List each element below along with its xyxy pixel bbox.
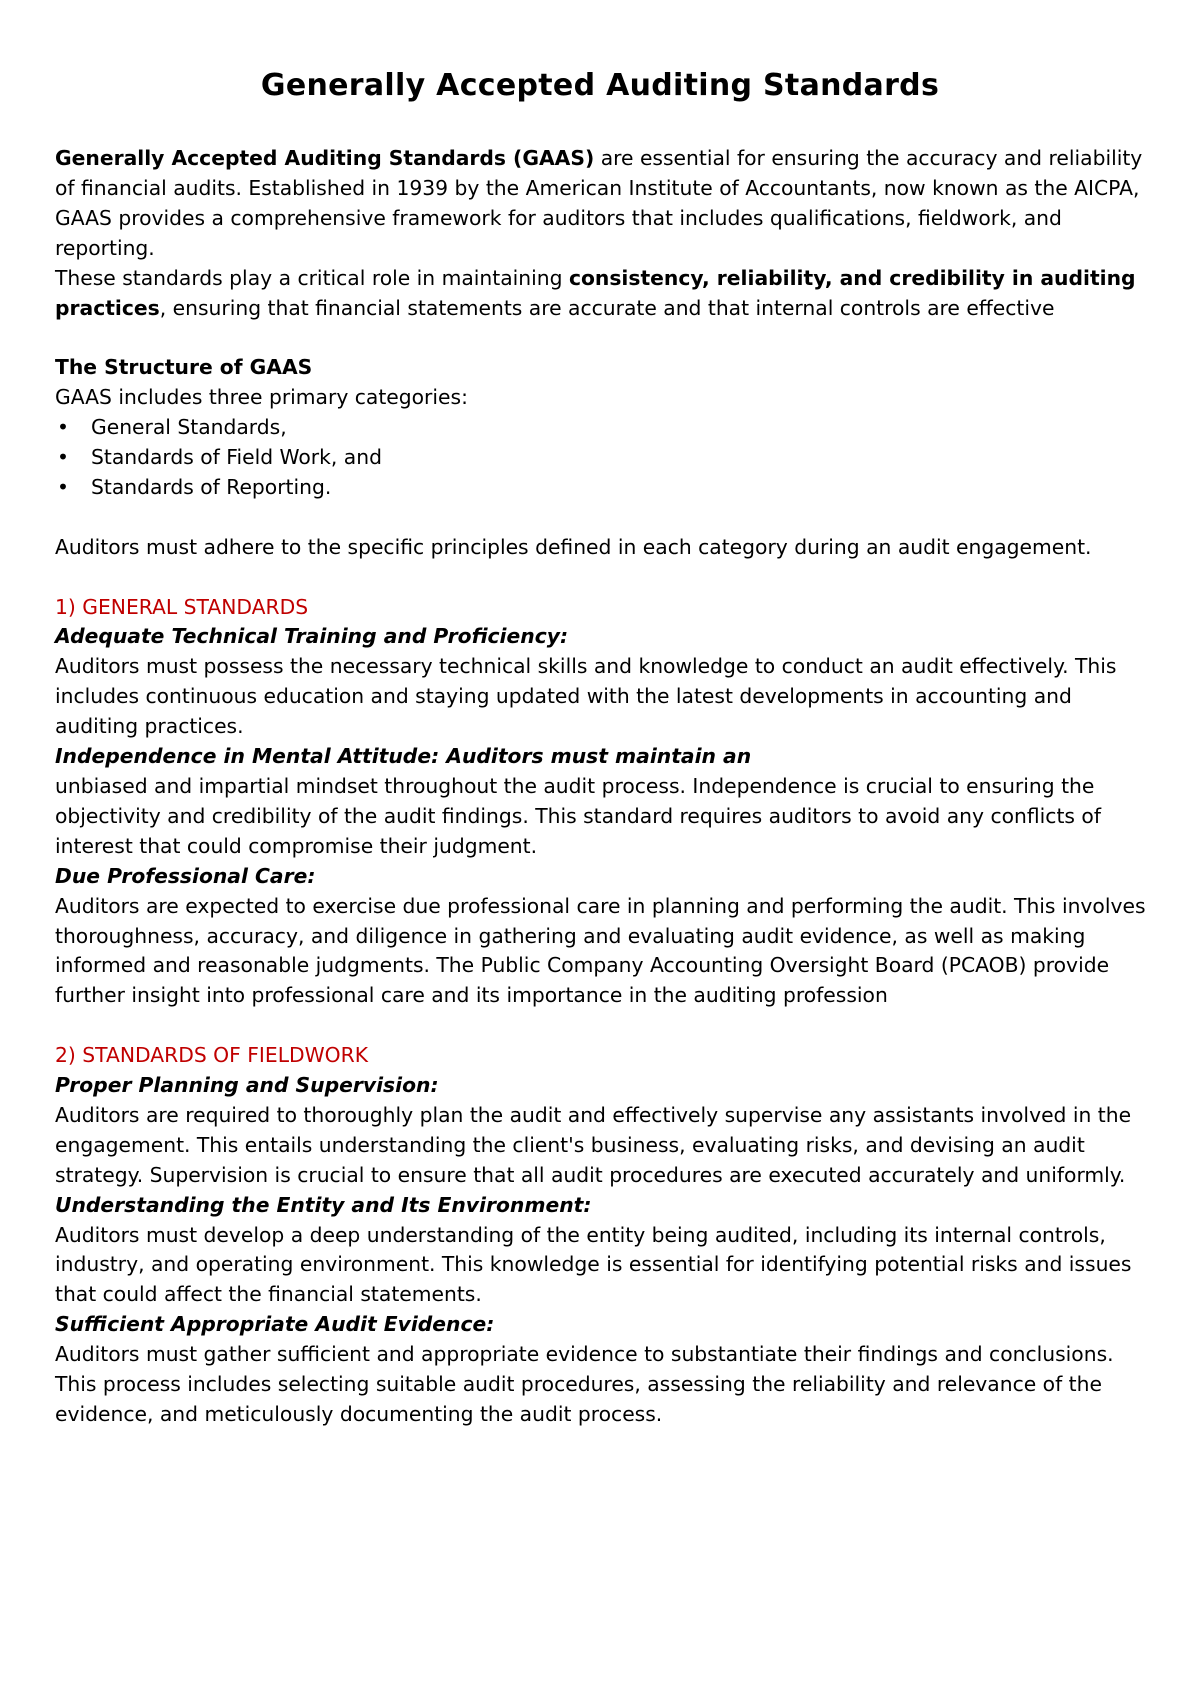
bullet-icon: •	[57, 445, 69, 470]
intro-p2-end: , ensuring that financial statements are accurate and that internal controls are effective	[159, 295, 1055, 320]
list-item-label: General Standards,	[91, 415, 287, 440]
list-item	[55, 443, 1155, 473]
list-item-label: Standards of Reporting.	[91, 474, 332, 499]
general-standards-heading: 1) GENERAL STANDARDS	[55, 594, 309, 619]
general-subheading-2: Independence in Mental Attitude: Auditors must maintain an	[55, 744, 752, 769]
intro-lead-rest: are essential for ensuring the accuracy and reliability of financial audits. Established in 1939 by the American Institute of Accountants, now known as the AICPA, GAAS provides a comprehensive framework for auditors that includes qualifications, fieldwork, and reporting.	[55, 146, 1143, 260]
list-item-label: Standards of Field Work, and	[91, 445, 382, 470]
fieldwork-text-3: Auditors must gather sufficient and appropriate evidence to substantiate their findings and conclusions. This process includes selecting suitable audit procedures, assessing the reliability and relevance of the evidence, and meticulously documenting the audit process.	[55, 1342, 1114, 1426]
list-item	[55, 413, 1155, 443]
general-subheading-1: Adequate Technical Training and Proficiency:	[55, 624, 569, 649]
intro-paragraph	[55, 144, 1155, 264]
spacer	[55, 563, 1155, 593]
intro-p2-bold: consistency, reliability, and credibility in auditing practices	[55, 265, 1136, 320]
general-subheading-3: Due Professional Care:	[55, 863, 316, 888]
document-body	[55, 144, 1155, 1430]
fieldwork-subheading-3: Sufficient Appropriate Audit Evidence:	[55, 1312, 495, 1337]
fieldwork-heading: 2) STANDARDS OF FIELDWORK	[55, 1043, 369, 1068]
document-title: Generally Accepted Auditing Standards	[260, 68, 940, 103]
bullet-icon: •	[57, 415, 69, 440]
category-list	[55, 413, 1155, 503]
spacer	[55, 1011, 1155, 1041]
list-item	[55, 473, 1155, 503]
structure-closing: Auditors must adhere to the specific principles defined in each category during an audit engagement.	[55, 534, 1092, 559]
structure-heading: The Structure of GAAS	[55, 355, 313, 380]
intro-paragraph-2	[55, 264, 1155, 324]
general-text-3: Auditors are expected to exercise due professional care in planning and performing the audit. This involves thoroughness, accuracy, and diligence in gathering and evaluating audit evidence, as well as making informed and reasonable judgments. The Public Company Accounting Oversight Board (PCAOB) provide further insight into professional care and its importance in the auditing profession	[55, 893, 1146, 1008]
fieldwork-subheading-1: Proper Planning and Supervision:	[55, 1073, 439, 1098]
general-text-2: unbiased and impartial mindset throughout the audit process. Independence is crucial to ensuring the objectivity and credibility of the audit findings. This standard requires auditors to avoid any conflicts of interest that could compromise their judgment.	[55, 773, 1101, 858]
bullet-icon: •	[57, 474, 69, 499]
fieldwork-text-2: Auditors must develop a deep understanding of the entity being audited, including its internal controls, industry, and operating environment. This knowledge is essential for identifying potential risks and issues that could affect the financial statements.	[55, 1222, 1132, 1307]
general-text-1: Auditors must possess the necessary technical skills and knowledge to conduct an audit effectively. This includes continuous education and staying updated with the latest developments in accounting and auditing practices.	[55, 654, 1117, 739]
spacer	[55, 503, 1155, 533]
fieldwork-subheading-2: Understanding the Entity and Its Environment:	[55, 1192, 592, 1217]
spacer	[55, 323, 1155, 353]
intro-p2-start: These standards play a critical role in maintaining	[55, 265, 569, 290]
structure-lead: GAAS includes three primary categories:	[55, 385, 468, 410]
intro-lead-bold: Generally Accepted Auditing Standards (GAAS)	[55, 146, 595, 170]
fieldwork-text-1: Auditors are required to thoroughly plan the audit and effectively supervise any assistants involved in the engagement. This entails understanding the client's business, evaluating risks, and devising an audit strategy. Supervision is crucial to ensure that all audit procedures are executed accurately and uniformly.	[55, 1102, 1132, 1187]
